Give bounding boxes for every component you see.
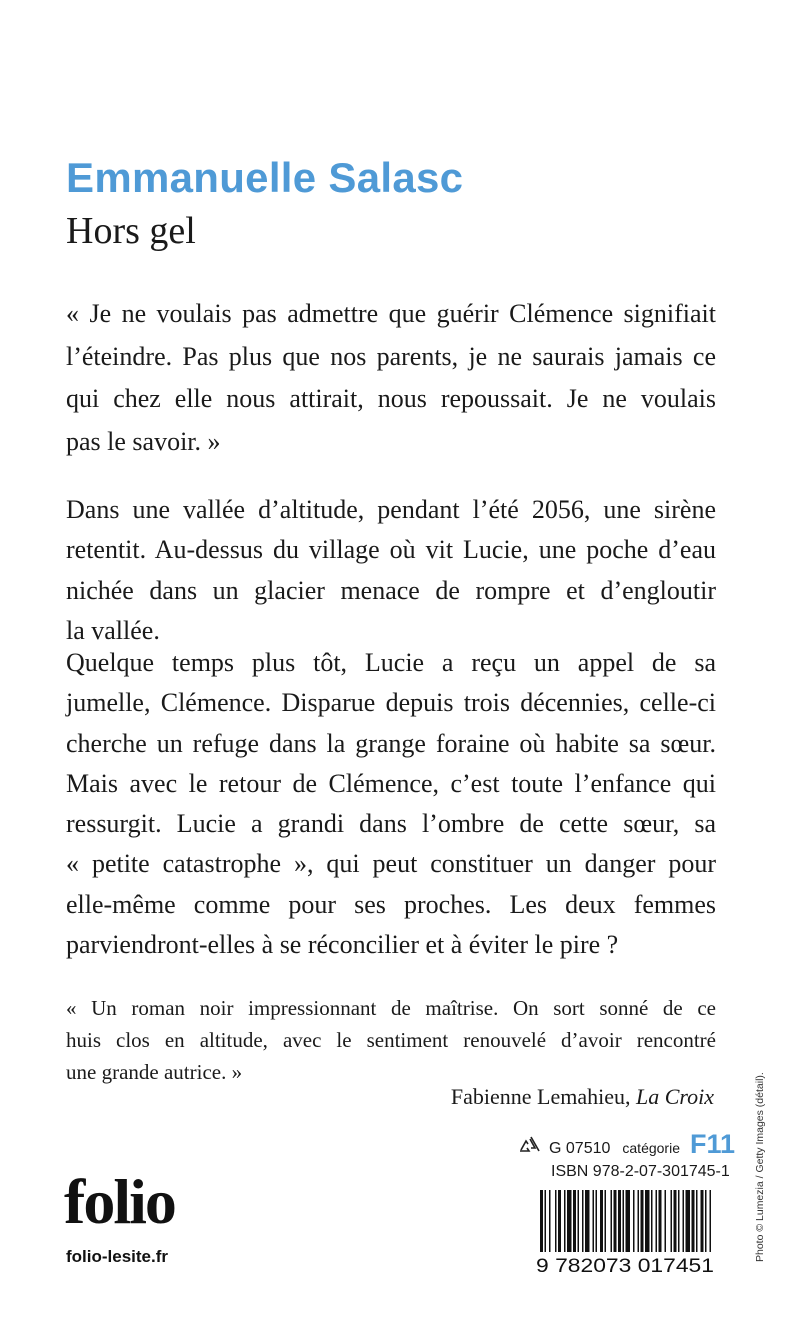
barcode-bar — [582, 1190, 584, 1252]
barcode-bar — [605, 1190, 607, 1252]
barcode-bar — [705, 1190, 707, 1252]
barcode-bar — [578, 1190, 580, 1252]
barcode-bar — [611, 1190, 613, 1252]
review-quote — [66, 992, 716, 1088]
barcode-bar — [549, 1190, 551, 1252]
summary-line: nichée dans un glacier menace de rompre et d’engloutir — [66, 575, 716, 605]
category-label: catégorie — [622, 1140, 680, 1156]
barcode-bar — [701, 1190, 704, 1252]
barcode-bar — [540, 1190, 543, 1252]
review-line: huis clos en altitude, avec le sentiment renouvelé d’avoir rencontré — [66, 1028, 716, 1052]
barcode-bar — [674, 1190, 677, 1252]
barcode-bar — [626, 1190, 631, 1252]
barcode-bar — [678, 1190, 680, 1252]
barcode-bar — [651, 1190, 653, 1252]
quote-line: pas le savoir. » — [66, 426, 221, 456]
recycle-icon — [517, 1135, 541, 1153]
barcode-bar — [600, 1190, 603, 1252]
barcode-bar — [641, 1190, 644, 1252]
review-author: Fabienne Lemahieu, — [450, 1084, 631, 1109]
barcode-bar — [633, 1190, 635, 1252]
barcode-bar — [585, 1190, 590, 1252]
summary-line: ressurgit. Lucie a grandi dans l’ombre de cette sœur, sa — [66, 809, 716, 839]
barcode-bar — [564, 1190, 566, 1252]
barcode-bar — [645, 1190, 650, 1252]
summary-line: retentit. Au-dessus du village où vit Lucie, une poche d’eau — [66, 535, 716, 565]
barcode-bar — [659, 1190, 662, 1252]
barcode-bar — [638, 1190, 640, 1252]
barcode-bar — [558, 1190, 561, 1252]
review-line: « Un roman noir impressionnant de maîtrise. On sort sonné de ce — [66, 996, 716, 1020]
barcode-bar — [656, 1190, 658, 1252]
barcode-bar — [623, 1190, 625, 1252]
review-source: La Croix — [635, 1084, 714, 1109]
website-link[interactable]: folio-lesite.fr — [66, 1247, 169, 1266]
summary-line: Mais avec le retour de Clémence, c’est toute l’enfance qui — [66, 768, 716, 798]
barcode-bar — [545, 1190, 547, 1252]
summary-line: parviendront-elles à se réconcilier et à éviter le pire ? — [66, 930, 619, 960]
photo-credit: Photo © Lumezia / Getty Images (détail). — [754, 1072, 766, 1262]
g-code: G 07510 — [549, 1140, 611, 1157]
summary-line: Dans une vallée d’altitude, pendant l’été 2056, une sirène — [66, 495, 716, 524]
barcode-number: 9 782073 017451 — [536, 1256, 714, 1274]
barcode-bar — [683, 1190, 685, 1252]
barcode-bar — [618, 1190, 621, 1252]
summary-line: elle-même comme pour ses proches. Les deux femmes — [66, 889, 716, 919]
summary-line: la vallée. — [66, 615, 160, 645]
barcode-bar — [686, 1190, 691, 1252]
barcode-bar — [696, 1190, 698, 1252]
summary-line: « petite catastrophe », qui peut constituer un danger pour — [66, 849, 716, 879]
category-code: F11 — [689, 1129, 736, 1159]
review-line: une grande autrice. » — [66, 1060, 243, 1084]
summary-paragraph-2 — [66, 643, 716, 965]
quote-line: l’éteindre. Pas plus que nos parents, je ne saurais jamais ce — [66, 341, 716, 371]
book-title: Hors gel — [66, 210, 196, 252]
barcode-bar — [665, 1190, 667, 1252]
barcode-bar — [555, 1190, 557, 1252]
barcode-bars — [540, 1190, 711, 1252]
barcode-bar — [567, 1190, 572, 1252]
barcode — [536, 1190, 716, 1274]
quote-line: « Je ne voulais pas admettre que guérir Clémence signifiait — [66, 299, 716, 328]
barcode-bar — [710, 1190, 712, 1252]
barcode-bar — [573, 1190, 576, 1252]
category-row — [517, 1129, 735, 1163]
summary-line: cherche un refuge dans la grange foraine où habite sa sœur. — [66, 728, 716, 758]
quote-line: qui chez elle nous attirait, nous repoussait. Je ne voulais — [66, 384, 716, 413]
catalog-codes — [517, 1129, 735, 1197]
barcode-bar — [671, 1190, 673, 1252]
quote-paragraph — [66, 293, 716, 463]
barcode-bar — [692, 1190, 695, 1252]
author-name: Emmanuelle Salasc — [66, 154, 464, 201]
barcode-bar — [614, 1190, 617, 1252]
isbn: ISBN 978-2-07-301745-1 — [551, 1163, 730, 1180]
barcode-bar — [596, 1190, 598, 1252]
review-attribution — [451, 1086, 714, 1108]
summary-paragraph-1 — [66, 490, 716, 651]
summary-line: Quelque temps plus tôt, Lucie a reçu un appel de sa — [66, 648, 716, 677]
barcode-bar — [593, 1190, 595, 1252]
summary-line: jumelle, Clémence. Disparue depuis trois décennies, celle-ci — [66, 688, 716, 718]
folio-logo: folio — [64, 1166, 175, 1237]
